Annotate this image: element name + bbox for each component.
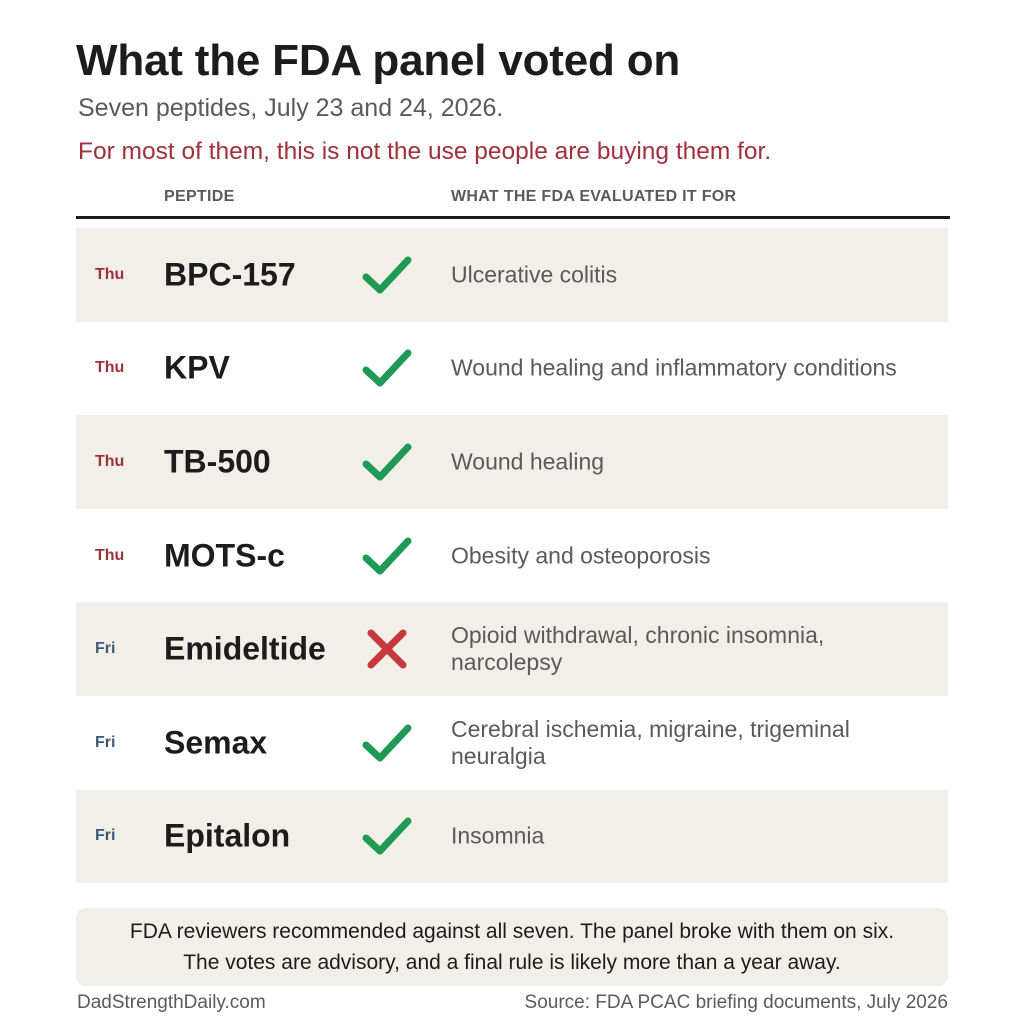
day-label: Thu (95, 546, 125, 564)
evaluated-for: Insomnia (451, 822, 545, 849)
source-credit: Source: FDA PCAC briefing documents, July 2026 (524, 992, 948, 1013)
day-label: Fri (95, 827, 116, 845)
column-header-peptide: PEPTIDE (164, 188, 235, 205)
check-icon (360, 341, 414, 395)
day-label: Thu (95, 265, 125, 283)
day-label: Fri (95, 640, 116, 658)
evaluated-for: Cerebral ischemia, migraine, trigeminal neuralgia (451, 715, 850, 769)
peptide-table (76, 228, 948, 883)
table-row (76, 790, 948, 884)
page-subtitle: Seven peptides, July 23 and 24, 2026. (78, 94, 504, 122)
table-row (76, 696, 948, 790)
peptide-name: Epitalon (164, 817, 291, 854)
peptide-name: Semax (164, 724, 268, 761)
evaluated-for: Obesity and osteoporosis (451, 542, 711, 569)
evaluated-for: Opioid withdrawal, chronic insomnia, narcolepsy (451, 622, 825, 676)
tagline: For most of them, this is not the use people are buying them for. (78, 138, 772, 165)
table-row (76, 228, 948, 322)
summary-note-line: The votes are advisory, and a final rule is likely more than a year away. (183, 951, 841, 974)
evaluated-for: Wound healing (451, 448, 605, 475)
peptide-name: BPC-157 (164, 256, 296, 293)
site-credit: DadStrengthDaily.com (77, 992, 266, 1013)
check-icon (360, 435, 414, 489)
peptide-name: KPV (164, 349, 230, 386)
cross-icon (360, 622, 414, 676)
check-icon (360, 809, 414, 863)
check-icon (360, 529, 414, 583)
peptide-name: TB-500 (164, 443, 271, 480)
check-icon (360, 716, 414, 770)
day-label: Thu (95, 359, 125, 377)
table-row (76, 602, 948, 696)
page-title: What the FDA panel voted on (76, 36, 681, 85)
day-label: Fri (95, 733, 116, 751)
header-rule (76, 216, 950, 219)
table-row (76, 509, 948, 603)
peptide-name: Emideltide (164, 630, 326, 667)
table-row (76, 415, 948, 509)
evaluated-for: Ulcerative colitis (451, 261, 618, 288)
evaluated-for: Wound healing and inflammatory conditions (451, 354, 897, 381)
column-header-evaluated: WHAT THE FDA EVALUATED IT FOR (451, 188, 737, 205)
day-label: Thu (95, 452, 125, 470)
summary-note-line: FDA reviewers recommended against all seven. The panel broke with them on six. (129, 920, 895, 943)
summary-note (76, 908, 948, 986)
table-row (76, 322, 948, 416)
check-icon (360, 248, 414, 302)
peptide-name: MOTS-c (164, 537, 285, 574)
